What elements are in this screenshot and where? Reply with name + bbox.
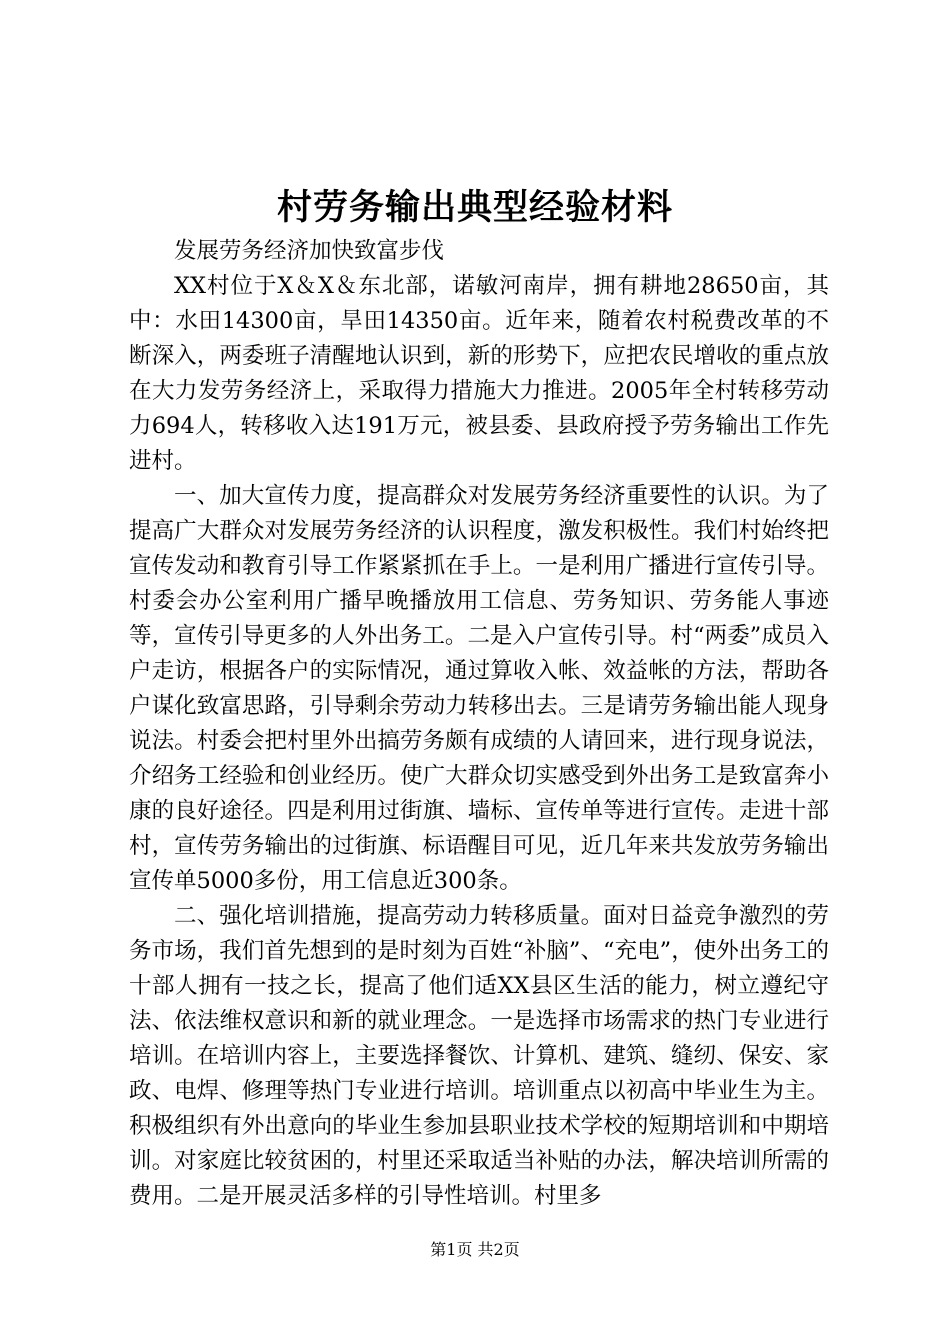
document-title: 村劳务输出典型经验材料	[276, 187, 673, 228]
page-footer: 第1页 共2页	[430, 1240, 520, 1259]
intro-paragraph: XX村位于X＆X＆东北部，诺敏河南岸，拥有耕地28650亩，其中：水田14300亩，旱田14350亩。近年来，随着农村税费改革的不断深入，两委班子清醒地认识到，新的形势下，应把农民增收的重点放在大力发劳务经济上，采取得力措施大力推进。2005年全村转移劳动力694人，转移收入达191万元，被县委、县政府授予劳务输出工作先进村。	[129, 273, 829, 474]
subtitle-paragraph: 发展劳务经济加快致富步伐	[174, 238, 445, 264]
document-body	[129, 234, 829, 1214]
section-one-paragraph: 一、加大宣传力度，提高群众对发展劳务经济重要性的认识。为了提高广大群众对发展劳务经济的认识程度，激发积极性。我们村始终把宣传发动和教育引导工作紧紧抓在手上。一是利用广播进行宣传引导。村委会办公室利用广播早晚播放用工信息、劳务知识、劳务能人事迹等，宣传引导更多的人外出务工。二是入户宣传引导。村“两委”成员入户走访，根据各户的实际情况，通过算收入帐、效益帐的方法，帮助各户谋化致富思路，引导剩余劳动力转移出去。三是请劳务输出能人现身说法。村委会把村里外出搞劳务颇有成绩的人请回来，进行现身说法，介绍务工经验和创业经历。使广大群众切实感受到外出务工是致富奔小康的良好途径。四是利用过街旗、墙标、宣传单等进行宣传。走进十部村，宣传劳务输出的过街旗、标语醒目可见，近几年来共发放劳务输出宣传单5000多份，用工信息近300条。	[129, 483, 829, 894]
section-two-paragraph: 二、强化培训措施，提高劳动力转移质量。面对日益竞争激烈的劳务市场，我们首先想到的是时刻为百姓“补脑”、“充电”，使外出务工的十部人拥有一技之长，提高了他们适XX县区生活的能力，树立遵纪守法、依法维权意识和新的就业理念。一是选择市场需求的热门专业进行培训。在培训内容上，主要选择餐饮、计算机、建筑、缝纫、保安、家政、电焊、修理等热门专业进行培训。培训重点以初高中毕业生为主。积极组织有外出意向的毕业生参加县职业技术学校的短期培训和中期培训。对家庭比较贫困的，村里还采取适当补贴的办法，解决培训所需的费用。二是开展灵活多样的引导性培训。村里多	[129, 903, 829, 1209]
